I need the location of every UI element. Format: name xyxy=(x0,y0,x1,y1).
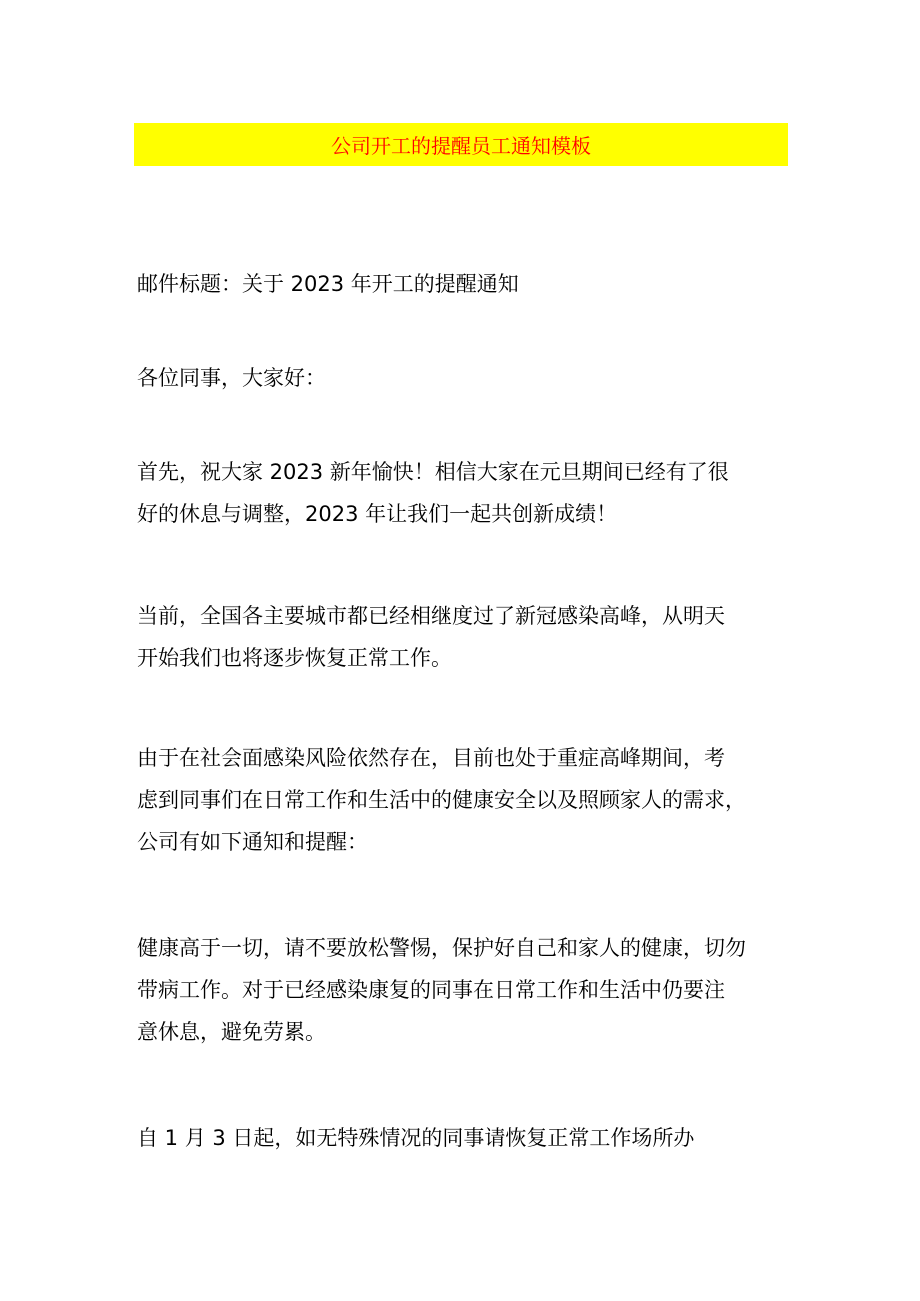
greeting-paragraph xyxy=(137,357,792,399)
paragraph-line: 好的休息与调整，2023 年让我们一起共创新成绩！ xyxy=(137,502,618,526)
title-banner xyxy=(134,123,788,166)
paragraph-line: 开始我们也将逐步恢复正常工作。 xyxy=(137,646,452,670)
paragraph-line: 健康高于一切，请不要放松警惕，保护好自己和家人的健康，切勿 xyxy=(137,936,746,960)
paragraph-line: 带病工作。对于已经感染康复的同事在日常工作和生活中仍要注 xyxy=(137,978,725,1002)
paragraph-line: 由于在社会面感染风险依然存在，目前也处于重症高峰期间，考 xyxy=(137,746,725,770)
paragraph-line: 当前，全国各主要城市都已经相继度过了新冠感染高峰，从明天 xyxy=(137,604,725,628)
paragraph-line: 公司有如下通知和提醒： xyxy=(137,830,368,854)
health-reminder-paragraph xyxy=(137,927,792,1053)
new-year-paragraph xyxy=(137,451,792,535)
paragraph-line: 邮件标题：关于 2023 年开工的提醒通知 xyxy=(137,272,519,296)
paragraph-line: 自 1 月 3 日起，如无特殊情况的同事请恢复正常工作场所办 xyxy=(137,1126,695,1150)
email-subject-paragraph xyxy=(137,263,792,305)
current-situation-paragraph xyxy=(137,595,792,679)
risk-notice-paragraph xyxy=(137,737,792,863)
return-to-work-paragraph xyxy=(137,1117,792,1159)
paragraph-line: 各位同事，大家好： xyxy=(137,366,326,390)
document-title: 公司开工的提醒员工通知模板 xyxy=(331,134,591,158)
paragraph-line: 首先，祝大家 2023 新年愉快！相信大家在元旦期间已经有了很 xyxy=(137,460,729,484)
paragraph-line: 虑到同事们在日常工作和生活中的健康安全以及照顾家人的需求， xyxy=(137,788,746,812)
paragraph-line: 意休息，避免劳累。 xyxy=(137,1020,326,1044)
